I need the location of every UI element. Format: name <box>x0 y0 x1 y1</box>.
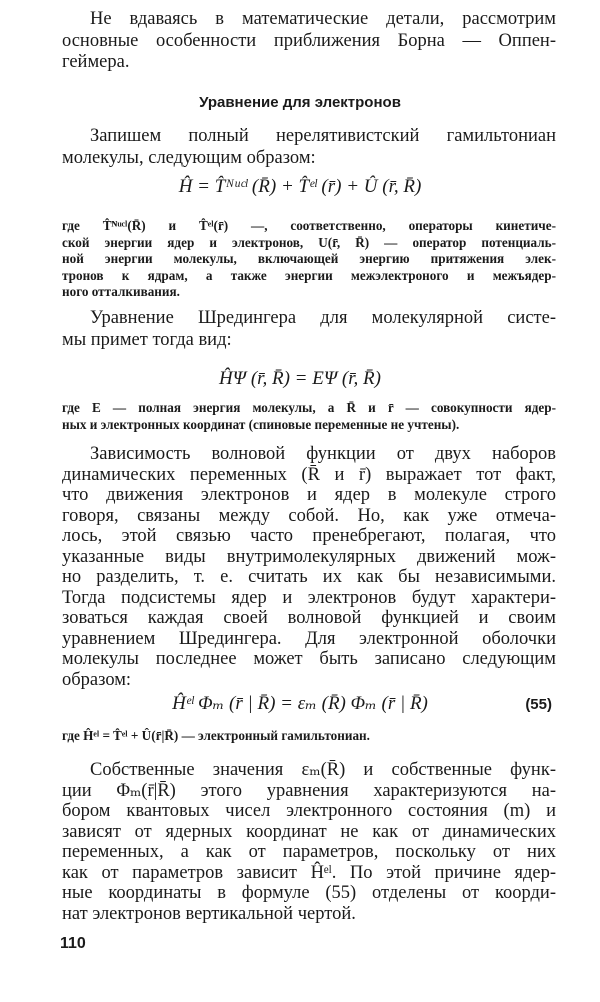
formula-schrodinger: ĤΨ (r̄, R̄) = EΨ (r̄, R̄) <box>219 368 381 389</box>
paragraph-3 <box>62 308 556 351</box>
text-line: геймера. <box>62 52 130 72</box>
paragraph-2 <box>62 126 556 169</box>
text-line: зоваться каждая своей волновой функцией и своим <box>62 608 556 628</box>
text-line: Запишем полный нерелятивистский гамильтониан <box>90 126 556 146</box>
formula-hamiltonian: Ĥ = T̂ᴺᵘᶜˡ (R̄) + T̂ᵉˡ (r̄) + Û (r̄, R̄) <box>178 176 422 197</box>
text-line: тронов к ядрам, а также энергии межэлектроного и межъядер- <box>62 267 556 283</box>
text-line: что движения электронов и ядер в молекуле строго <box>62 485 556 505</box>
text-line: лось, этой связью часто пренебрегают, полагая, что <box>62 526 556 546</box>
note-3 <box>62 728 556 745</box>
text-line: как от параметров зависит Ĥᵉˡ. По этой причине ядер- <box>62 862 556 883</box>
paragraph-1 <box>62 9 556 74</box>
text-line: ной энергии молекулы, включающей энергию притяжения элек- <box>62 251 556 266</box>
text-line: ных и электронных координат (спиновые переменные не учтены). <box>62 416 460 432</box>
text-line: молекулы последнее может быть записано следующим <box>62 649 556 669</box>
text-line: основные особенности приближения Борна — Оппен- <box>62 30 556 51</box>
text-line: молекулы, следующим образом: <box>62 147 316 168</box>
text-line: нат электронов вертикальной чертой. <box>62 903 356 924</box>
text-line: уравнением Шредингера. Для электронной оболочки <box>62 628 556 649</box>
text-line: Зависимость волновой функции от двух наборов <box>90 444 556 464</box>
text-line: мы примет тогда вид: <box>62 329 232 350</box>
text-line: динамических переменных (R̄ и r̄) выражает тот факт, <box>62 464 556 485</box>
equation-number: (55) <box>525 696 552 713</box>
text-line: зависят от ядерных координат не как от динамических <box>62 821 556 842</box>
formula-electronic: Ĥᵉˡ Φₘ (r̄ | R̄) = εₘ (R̄) Φₘ (r̄ | R̄) <box>172 693 428 714</box>
text-line: Собственные значения εₘ(R̄) и собственные функ- <box>90 760 556 780</box>
text-line: ции Φₘ(r̄|R̄) этого уравнения характеризуются на- <box>62 780 556 801</box>
text-line: Тогда подсистемы ядер и электронов будут характери- <box>62 587 556 608</box>
section-heading: Уравнение для электронов <box>199 94 401 111</box>
note-1 <box>62 218 556 301</box>
text-line: переменных, а как от параметров, поскольку от них <box>62 842 556 862</box>
text-line: говоря, связаны между собой. Но, как уже отмеча- <box>62 505 556 526</box>
text-line: указанные виды внутримолекулярных движений мож- <box>62 546 556 567</box>
text-line: ного отталкивания. <box>62 284 180 299</box>
text-line: образом: <box>62 669 132 690</box>
text-line: где E — полная энергия молекулы, а R̄ и r̄ — совокупности ядер- <box>62 400 556 415</box>
page-number: 110 <box>60 935 86 952</box>
text-line: но разделить, т. е. считать их как бы независимыми. <box>62 567 556 587</box>
text-line: Не вдаваясь в математические детали, рассмотрим <box>90 9 556 29</box>
text-line: ные координаты в формуле (55) отделены от коорди- <box>62 883 556 903</box>
text-line: Уравнение Шредингера для молекулярной систе- <box>90 308 556 328</box>
paragraph-4 <box>62 444 556 690</box>
text-line: бором квантовых чисел электронного состояния (m) и <box>62 801 556 821</box>
text-line: где T̂ᴺᵘᶜˡ(R̄) и T̂ᵉˡ(r̄) —, соответственно, операторы кинетиче- <box>62 218 556 233</box>
text-line: где Ĥᵉˡ = T̂ᵉˡ + Û(r̄|R̄) — электронный гамильтониан. <box>62 728 370 743</box>
text-line: ской энергии ядер и электронов, U(r̄, R̄) — оператор потенциаль- <box>62 234 556 250</box>
note-2 <box>62 400 556 433</box>
paragraph-5 <box>62 760 556 924</box>
